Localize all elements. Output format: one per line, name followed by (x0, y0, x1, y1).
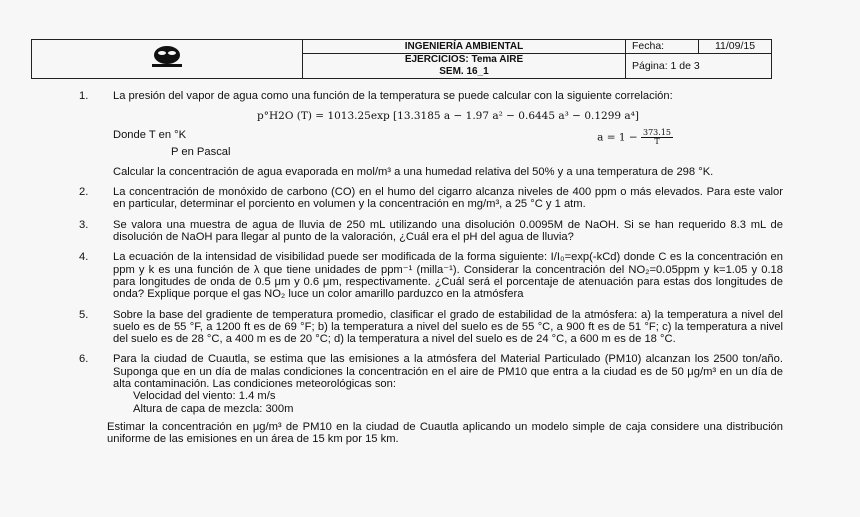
exercise-number: 2. (79, 186, 89, 199)
logo-cell (32, 40, 303, 79)
course-title: INGENIERÍA AMBIENTAL (303, 40, 626, 54)
exercise-list (79, 90, 783, 446)
exercise-item-2 (79, 186, 783, 211)
exercise-number: 3. (79, 218, 89, 231)
variable-definitions (113, 129, 783, 146)
subtitle-line-2: SEM. 16_1 (439, 66, 489, 77)
exercise-text: La concentración de monóxido de carbono (CO) en el humo del cigarro alcanza niveles de 400 ppm o más elevados. Para este valor en particular, determinar el porciento en volumen y la concentración en mg/m³, a 25 °C y 1 atm. (113, 186, 783, 211)
fecha-label: Fecha: (626, 40, 699, 54)
fecha-value: 11/09/15 (699, 40, 772, 54)
exercise-text: Se valora una muestra de agua de lluvia de 250 mL utilizando una disolución 0.0095M de NaOH. Si se han requerido 8.3 mL de disolución de NaOH para llegar al punto de la valoración, ¿Cuál era el pH del agua de lluvia? (113, 218, 783, 244)
exercise-number: 6. (79, 353, 89, 366)
condition-mixing-height: Altura de capa de mezcla: 300m (133, 402, 294, 415)
exercise-number: 4. (79, 251, 89, 264)
exercise-text: Para la ciudad de Cuautla, se estima que las emisiones a la atmósfera del Material Particulado (PM10) alcanzan los 2500 ton/año. Suponga que en un día de malas condiciones la concentración en el aire de PM10 que entra a la ciudad es de 50 μg/m³ en un día de alta contaminación. Las condiciones meteorológicas son: (113, 353, 783, 391)
fraction-numerator: 373.15 (643, 127, 671, 137)
exercise-number: 1. (79, 90, 89, 102)
a-definition-prefix: a = 1 − (597, 131, 638, 144)
a-definition-fraction (641, 129, 673, 146)
exercise-item-5 (79, 309, 783, 346)
exercise-text-2: Estimar la concentración en μg/m³ de PM10 en la ciudad de Cuautla aplicando un modelo simple de caja considere una distribución uniforme de las emisiones en un área de 15 km por 15 km. (107, 420, 783, 446)
where-line-1: Donde T en °K (113, 128, 187, 141)
exercise-text: La presión del vapor de agua como una función de la temperatura se puede calcular con la siguiente correlación: (113, 90, 673, 102)
a-definition (597, 129, 673, 146)
condition-wind-speed: Velocidad del viento: 1.4 m/s (133, 390, 276, 403)
exercise-text-2: Calcular la concentración de agua evaporada en mol/m³ a una humedad relativa del 50% y a una temperatura de 298 °K. (113, 165, 714, 178)
document-header (31, 39, 772, 79)
page-indicator: Página: 1 de 3 (626, 54, 772, 79)
exercise-item-6 (79, 353, 783, 445)
subtitle-line-1: EJERCICIOS: Tema AIRE (404, 54, 524, 65)
exercise-text: Sobre la base del gradiente de temperatura promedio, clasificar el grado de estabilidad de la atmósfera: a) la temperatura a nivel del suelo es de 55 °F, a 1200 ft es de 69 °F; b) la temperatura a nivel del suelo es de 55 °C, a 900 ft es de 51 °F; c) la temperatura a nivel del suelo es de 28 °C, a 400 m es de 20 °C; d) la temperatura a nivel del suelo es de 24 °C, a 600 m es de 18 °C. (113, 308, 783, 346)
exercise-number: 5. (79, 308, 89, 321)
where-line-2: P en Pascal (171, 145, 231, 158)
vapor-pressure-equation: p°H2O (T) = 1013.25exp [13.3185 a − 1.97 a² − 0.6445 a³ − 0.1299 a⁴] (257, 110, 639, 123)
exercise-subtitle (303, 54, 626, 79)
exercise-item-3 (79, 219, 783, 244)
fraction-denominator: T (654, 136, 660, 146)
exercise-item-1 (79, 90, 783, 178)
exercise-text: La ecuación de la intensidad de visibilidad puede ser modificada de la forma siguiente: I/I₀=exp(-kCd) donde C es la concentración en ppm y k es una función de λ que tiene unidades de ppm⁻¹ (milla⁻¹). Considerar la concentración del NO₂=0.05ppm y k=1.05 y 0.18 para longitudes de onda de 0.5 μm y 0.6 μm, respectivamente. ¿Cuál será el porcentaje de atenuación para estas dos longitudes de onda? Explique porque el gas NO₂ luce un color amarillo parduzco en la atmósfera (113, 251, 783, 301)
exercise-item-4 (79, 251, 783, 300)
university-logo-icon (137, 44, 197, 70)
